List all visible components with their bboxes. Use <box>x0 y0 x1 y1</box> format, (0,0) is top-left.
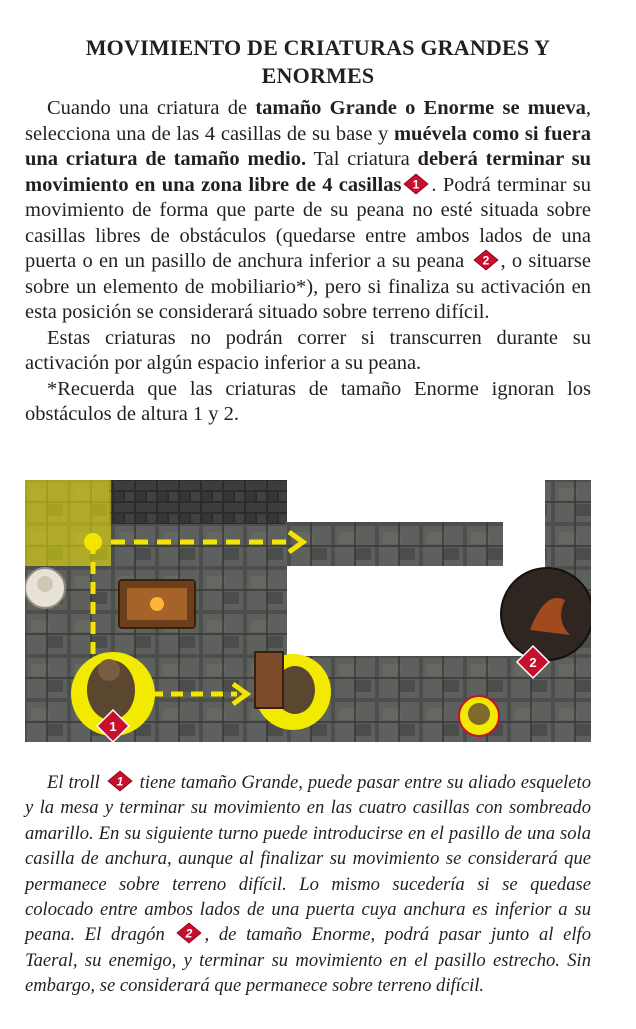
caption-text-1: El troll <box>47 772 105 793</box>
yellow-shaded-area <box>25 480 111 566</box>
troll-head <box>98 659 120 681</box>
p1-text-2: , selecciona una de las 4 casillas de su base y <box>25 97 591 145</box>
svg-text:1: 1 <box>109 719 117 734</box>
caption-marker-2-icon <box>176 922 202 944</box>
narrow-corridor <box>285 522 503 566</box>
svg-text:1: 1 <box>413 177 420 191</box>
rules-text <box>25 96 591 428</box>
paragraph-3: *Recuerda que las criaturas de tamaño Enorme ignoran los obstáculos de altura 1 y 2. <box>25 377 591 425</box>
svg-text:2: 2 <box>529 655 537 670</box>
marker-2-icon <box>473 249 499 271</box>
paragraph-1 <box>25 96 591 326</box>
p1-bold-3: deberá terminar su movimiento en una zona libre de 4 casillas <box>25 148 592 196</box>
dungeon-map-illustration <box>25 480 591 742</box>
p1-bold-1: tamaño Grande o Enorme se mueva <box>255 97 586 119</box>
svg-text:2: 2 <box>482 253 489 268</box>
caption-paragraph <box>25 770 591 999</box>
map-caption <box>25 770 591 999</box>
room-wall-top <box>109 480 287 524</box>
skeleton-skull <box>37 576 53 592</box>
section-title <box>30 34 606 90</box>
caption-text-3: , de tamaño Enorme, podrá pasar junto al elfo Taeral, su enemigo, y terminar su movimiento en el pasillo estrecho. Sin embargo, se considerará que permanece sobre terreno difícil. <box>25 924 591 997</box>
door <box>255 652 283 708</box>
paragraph-2: Estas criaturas no podrán correr si transcurren durante su activación por algún espacio inferior a su peana. <box>25 326 591 374</box>
caption-text-2: tiene tamaño Grande, puede pasar entre su aliado esqueleto y la mesa y terminar su movimiento en las cuatro casillas con sombreado amarillo. En su siguiente turno puede introducirse en el pasillo de una sola casilla de anchura, aunque al finalizar su movimiento se considerará que permanece sobre terreno difícil. Lo mismo sucedería si se quedase colocado entre ambos lados de una puerta cuya anchura es inferior a su peana. El dragón <box>25 772 592 946</box>
svg-text:1: 1 <box>116 774 124 789</box>
svg-text:2: 2 <box>186 926 193 941</box>
marker-1-icon <box>403 173 429 195</box>
title-line-2: ENORMES <box>261 63 375 88</box>
candle-light <box>150 597 164 611</box>
p1-text-4: . Podrá terminar su movimiento de forma que parte de su peana no esté situada sobre casillas libres de obstáculos (quedarse entre ambos lados de una puerta o en un pasillo de anchura inferior a su peana <box>25 173 591 272</box>
caption-marker-1-icon <box>107 770 133 792</box>
elf-figure <box>468 703 490 725</box>
map-svg <box>25 480 591 742</box>
p1-text-5: , o situarse sobre un elemento de mobiliario*), pero si finaliza su activación en esta posición se considerará situado sobre terreno difícil. <box>25 250 591 323</box>
p1-text-1: Cuando una criatura de <box>47 97 256 119</box>
p1-bold-2: muévela como si fuera una criatura de tamaño medio. <box>25 122 591 170</box>
title-line-1: MOVIMIENTO DE CRIATURAS GRANDES Y <box>85 35 551 60</box>
p1-text-3: Tal criatura <box>306 148 418 170</box>
